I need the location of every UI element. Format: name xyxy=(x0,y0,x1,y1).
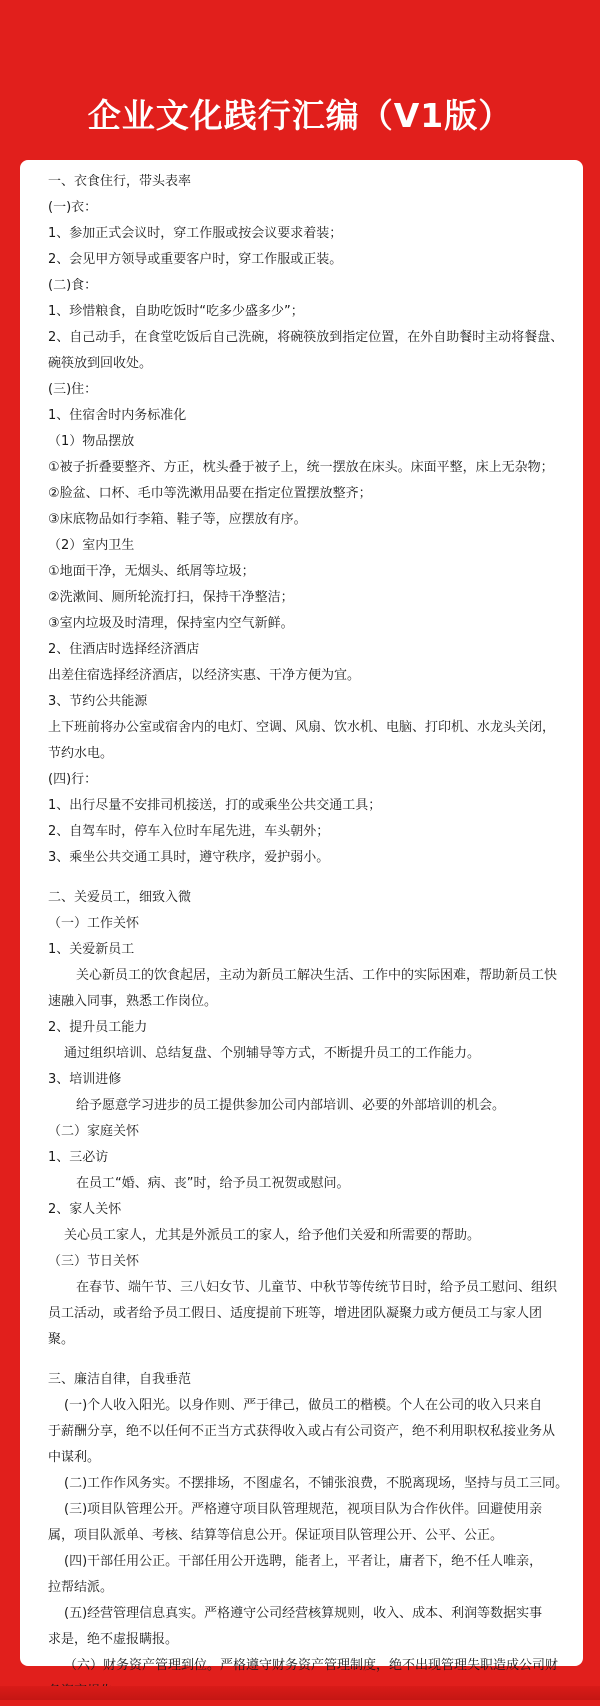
text-paragraph: 关心新员工的饮食起居，主动为新员工解决生活、工作中的实际困难，帮助新员工快 速融入同事，熟悉工作岗位。 xyxy=(48,963,573,1015)
text-paragraph: (五)经营管理信息真实。严格遵守公司经营核算规则，收入、成本、利润等数据实事 求是，绝不虚报瞒报。 xyxy=(48,1601,573,1653)
text-paragraph: (三)项目队管理公开。严格遵守项目队管理规范，视项目队为合作伙伴。回避使用亲 属，项目队派单、考核、结算等信息公开。保证项目队管理公开、公平、公正。 xyxy=(48,1497,573,1549)
text-paragraph: 2、自己动手，在食堂吃饭后自己洗碗，将碗筷放到指定位置，在外自助餐时主动将餐盘、 碗筷放到回收处。 xyxy=(48,325,573,377)
text-line: 二、关爱员工，细致入微 xyxy=(48,890,192,905)
text-line: （一）工作关怀 xyxy=(48,916,140,931)
text-paragraph: (四)干部任用公正。干部任用公开选聘，能者上，平者让，庸者下，绝不任人唯亲， 拉帮结派。 xyxy=(48,1549,573,1601)
text-paragraph: 上下班前将办公室或宿舍内的电灯、空调、风扇、饮水机、电脑、打印机、水龙头关闭， 节约水电。 xyxy=(48,715,573,767)
text-line: (一)衣： xyxy=(48,200,98,215)
text-paragraph: 在春节、端午节、三八妇女节、儿童节、中秋节等传统节日时，给予员工慰问、组织 员工活动，或者给予员工假日、适度提前下班等，增进团队凝聚力或方便员工与家人团 聚。 xyxy=(48,1275,573,1353)
text-line: ③室内垃圾及时清理，保持室内空气新鲜。 xyxy=(48,616,294,631)
text-line: 给予愿意学习进步的员工提供参加公司内部培训、必要的外部培训的机会。 xyxy=(76,1098,506,1113)
text-paragraph: (一)个人收入阳光。以身作则、严于律己，做员工的楷模。个人在公司的收入只来自 于薪酬分享，绝不以任何不正当方式获得收入或占有公司资产，绝不利用职权私接业务从 中谋利。 xyxy=(48,1393,573,1471)
section-gap xyxy=(48,1353,573,1367)
text-line: 3、培训进修 xyxy=(48,1072,122,1087)
text-line: （2）室内卫生 xyxy=(48,538,135,553)
text-line: 1、出行尽量不安排司机接送，打的或乘坐公共交通工具； xyxy=(48,798,382,813)
text-line: 一、衣食住行，带头表率 xyxy=(48,174,192,189)
text-line: 1、参加正式会议时，穿工作服或按会议要求着装； xyxy=(48,226,343,241)
text-line: 3、乘坐公共交通工具时，遵守秩序，爱护弱小。 xyxy=(48,850,330,865)
page-title: 企业文化践行汇编（V1版） xyxy=(87,96,513,135)
text-line: ①地面干净，无烟头、纸屑等垃圾； xyxy=(48,564,255,579)
text-line: （三）节日关怀 xyxy=(48,1254,140,1269)
text-line: 三、廉洁自律，自我垂范 xyxy=(48,1372,192,1387)
document-body xyxy=(48,169,573,1705)
text-line: (二)食： xyxy=(48,278,98,293)
text-line: 出差住宿选择经济酒店，以经济实惠、干净方便为宜。 xyxy=(48,668,361,683)
text-line: 3、节约公共能源 xyxy=(48,694,148,709)
text-line: 1、三必访 xyxy=(48,1150,109,1165)
text-line: 在员工“婚、病、丧”时，给予员工祝贺或慰问。 xyxy=(76,1176,350,1191)
text-line: 2、提升员工能力 xyxy=(48,1020,148,1035)
text-line: 关心员工家人，尤其是外派员工的家人，给予他们关爱和所需要的帮助。 xyxy=(64,1228,481,1243)
text-line: ①被子折叠要整齐、方正，枕头叠于被子上，统一摆放在床头。床面平整，床上无杂物； xyxy=(48,460,554,475)
text-paragraph: （六）财务资产管理到位。严格遵守财务资产管理制度，绝不出现管理失职造成公司财 xyxy=(48,1653,573,1705)
bottom-edge xyxy=(0,1686,600,1700)
text-line: 2、自驾车时，停车入位时车尾先进，车头朝外； xyxy=(48,824,330,839)
content-card xyxy=(20,160,583,1673)
text-line: （二）家庭关怀 xyxy=(48,1124,140,1139)
text-line: (三)住： xyxy=(48,382,98,397)
text-line: ②洗漱间、厕所轮流打扫，保持干净整洁； xyxy=(48,590,294,605)
text-line: 通过组织培训、总结复盘、个别辅导等方式，不断提升员工的工作能力。 xyxy=(64,1046,481,1061)
text-line: 1、关爱新员工 xyxy=(48,942,135,957)
text-line: 2、会见甲方领导或重要客户时，穿工作服或正装。 xyxy=(48,252,343,267)
text-line: ③床底物品如行李箱、鞋子等，应摆放有序。 xyxy=(48,512,307,527)
text-line: ②脸盆、口杯、毛巾等洗漱用品要在指定位置摆放整齐； xyxy=(48,486,372,501)
text-line: 1、珍惜粮食，自助吃饭时“吃多少盛多少”； xyxy=(48,304,304,319)
text-line: (二)工作作风务实。不摆排场，不图虚名，不铺张浪费，不脱离现场，坚持与员工三同。 xyxy=(64,1476,569,1491)
text-line: 2、家人关怀 xyxy=(48,1202,122,1217)
text-line: （1）物品摆放 xyxy=(48,434,135,449)
text-line: 2、住酒店时选择经济酒店 xyxy=(48,642,200,657)
text-line: 1、住宿舍时内务标准化 xyxy=(48,408,187,423)
text-line: (四)行： xyxy=(48,772,98,787)
section-gap xyxy=(48,871,573,885)
